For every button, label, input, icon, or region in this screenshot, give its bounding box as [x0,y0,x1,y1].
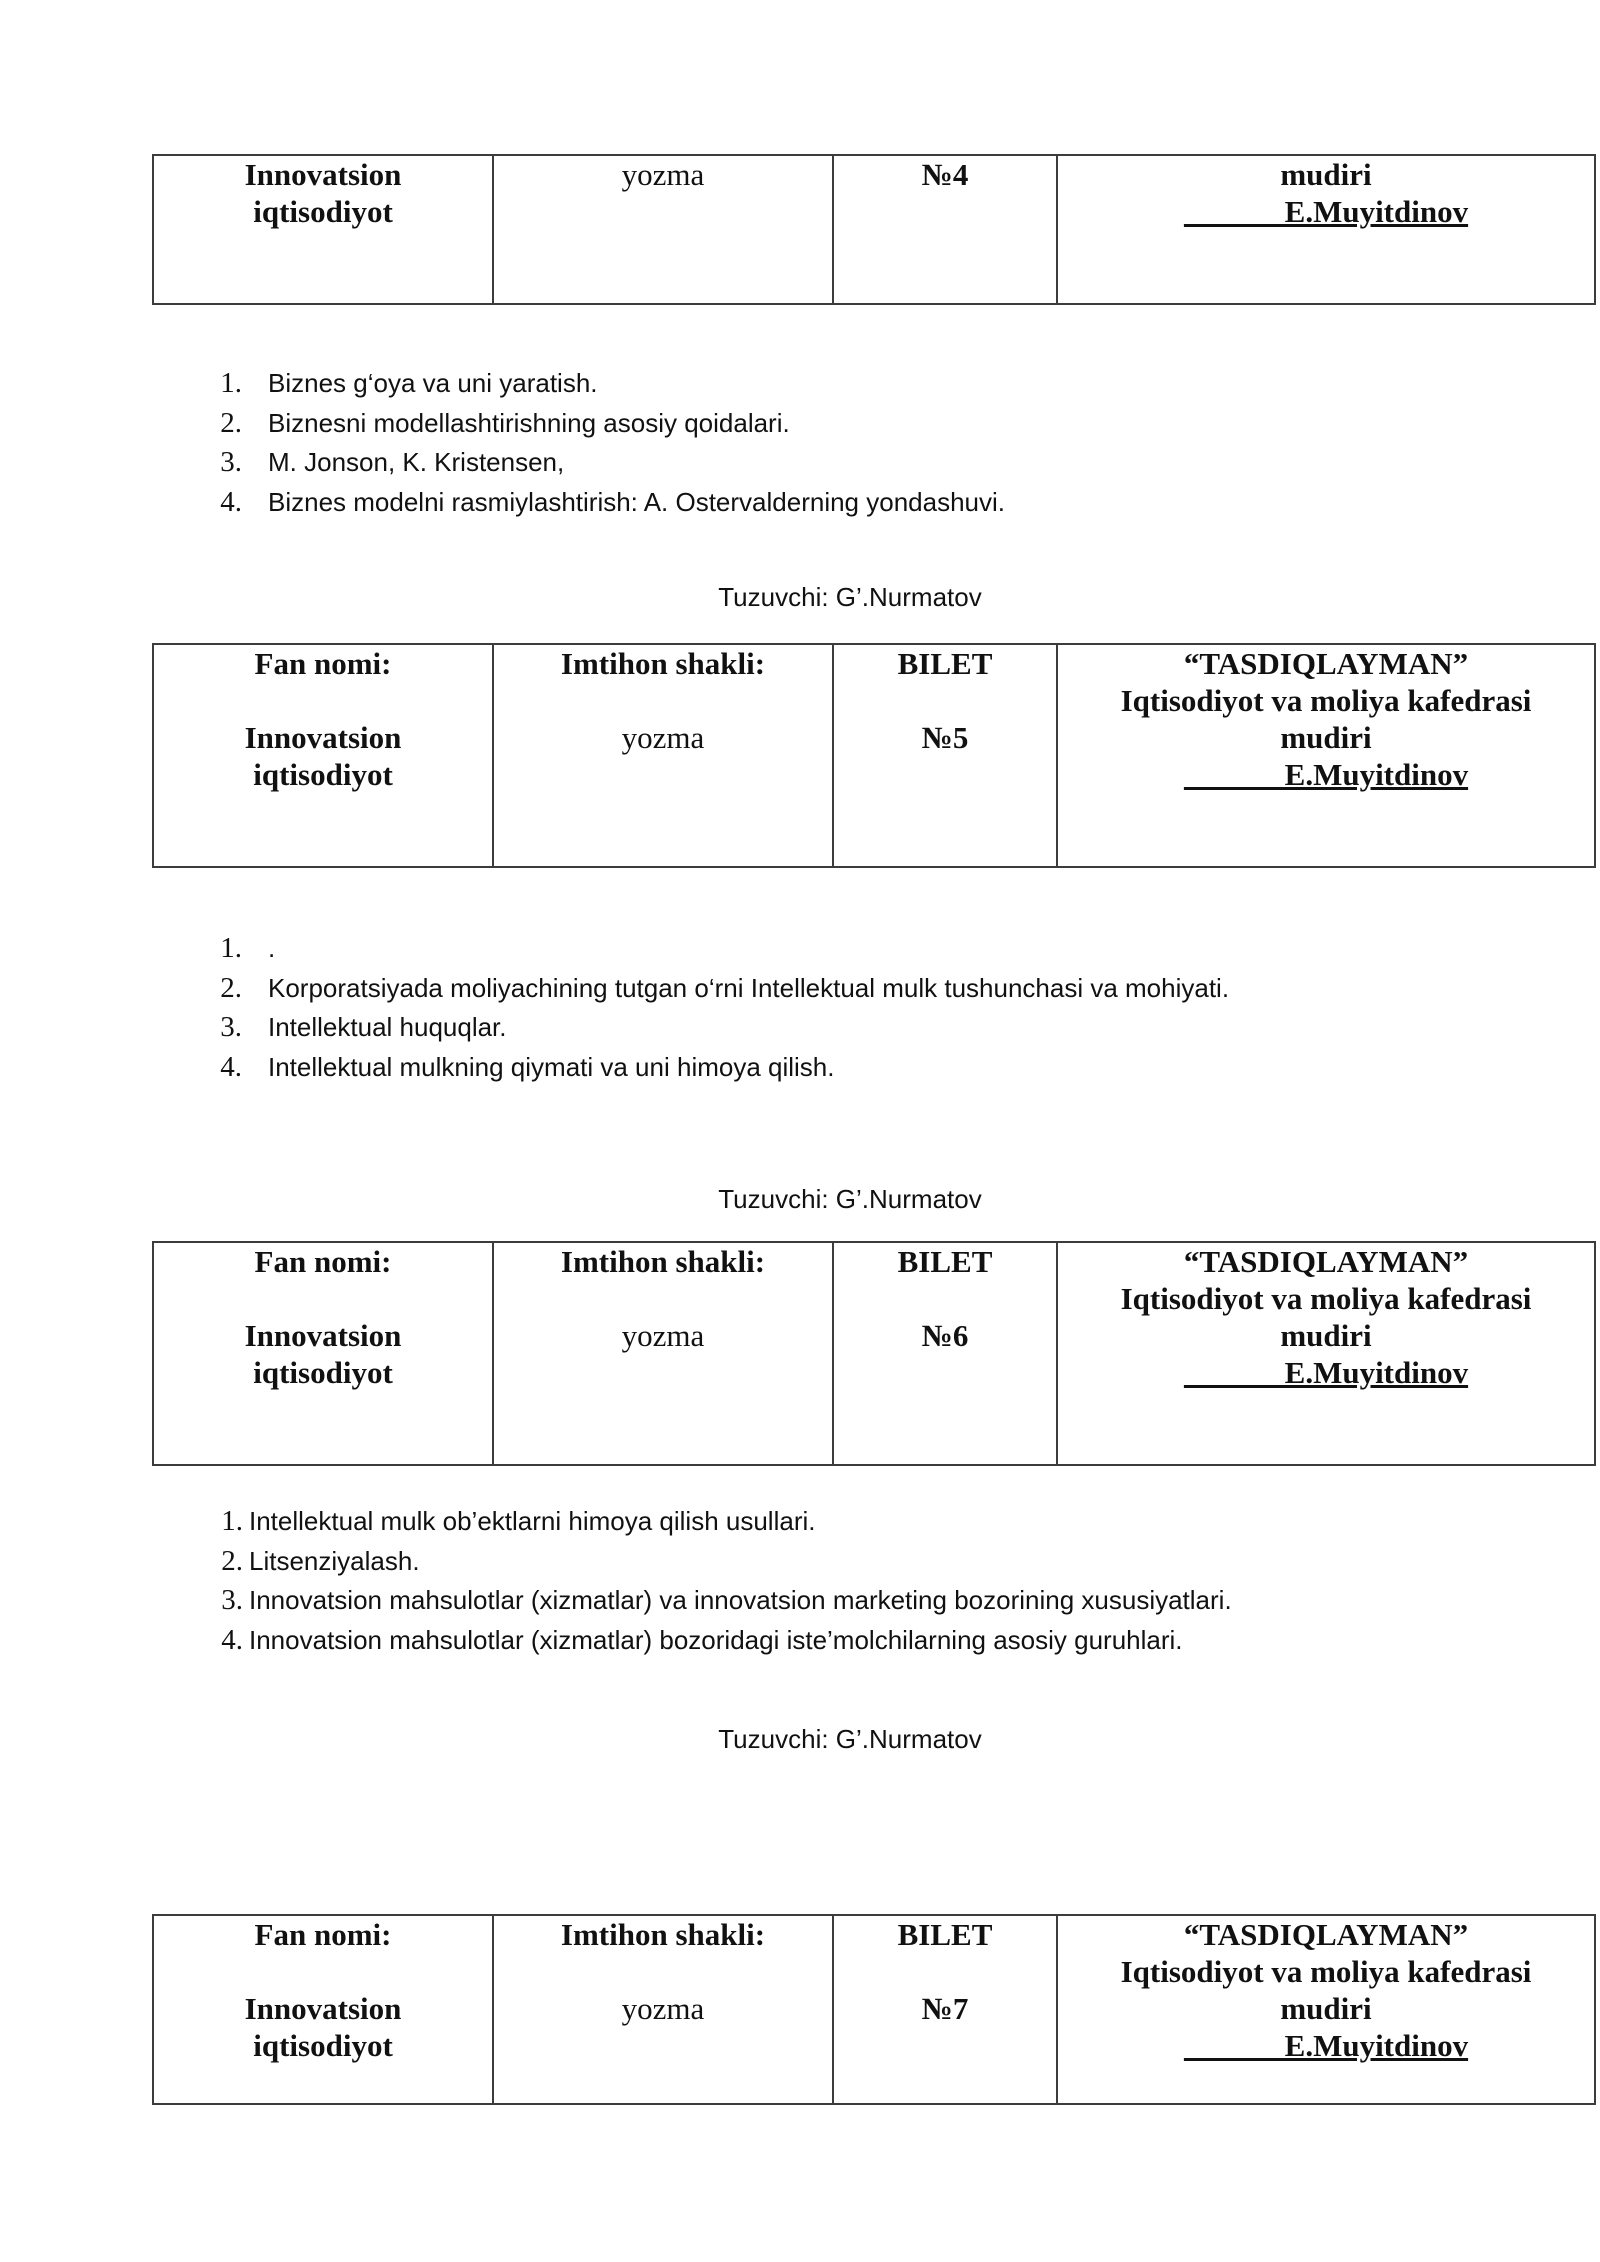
question-number: 4. [221,1623,243,1656]
ticket-number-cell [833,1242,1057,1465]
subject-cell [153,1242,493,1465]
question-item [220,1008,1229,1048]
subject-line-1: Innovatsion [244,1318,402,1353]
approval-signature: E.Muyitdinov [1183,194,1469,229]
question-text: Innovatsion mahsulotlar (xizmatlar) va innovatsion marketing bozorining xususiyatlari. [249,1585,1232,1615]
question-text: Korporatsiyada moliyachining tutgan o‘rni Intellektual mulk tushunchasi va mohiyati. [268,972,1230,1003]
question-text: . [268,933,276,963]
approval-title: “TASDIQLAYMAN” [1183,1917,1469,1952]
question-text: M. Jonson, K. Kristensen, [268,447,565,477]
exam-form-cell [493,1242,833,1465]
subject-line-1: Innovatsion [244,720,402,755]
subject-cell [153,644,493,867]
approval-signature: E.Muyitdinov [1183,1355,1469,1390]
question-text: Intellektual huquqlar. [268,1012,507,1042]
ticket-6-questions [221,1502,1232,1660]
question-item [220,1048,1229,1088]
question-number: 2. [220,406,242,439]
question-number: 3. [221,1584,243,1616]
question-number: 4. [220,485,242,518]
exam-form-label: Imtihon shakli: [560,1917,766,1952]
ticket-7-header-table [152,1914,1596,2105]
exam-form-cell [493,1915,833,2104]
question-number: 1. [220,932,242,964]
question-number: 3. [220,1011,242,1043]
question-item [220,443,1005,483]
ticket-label: BILET [897,1917,993,1952]
ticket-number-cell [833,1915,1057,2104]
exam-form-value: yozma [621,720,705,755]
approval-role: mudiri [1280,720,1372,755]
ticket-number-cell [833,644,1057,867]
question-item [221,1542,1232,1582]
exam-form-value: yozma [621,1318,705,1353]
question-item [220,364,1005,404]
question-item [220,483,1006,523]
approval-cell [1057,1242,1595,1465]
question-number: 3. [220,446,242,478]
question-text: Biznesni modellashtirishning asosiy qoidalari. [268,407,790,438]
approval-title: “TASDIQLAYMAN” [1183,646,1469,681]
author-line: Tuzuvchi: G’.Nurmatov [718,1724,982,1754]
subject-line-1: Innovatsion [244,157,402,192]
ticket-number: №5 [921,720,969,755]
subject-label: Fan nomi: [254,1244,392,1279]
question-item [220,929,1229,969]
approval-role: mudiri [1280,1318,1372,1353]
question-item [220,969,1230,1009]
subject-label: Fan nomi: [254,646,392,681]
ticket-number: №4 [921,157,969,192]
question-text: Innovatsion mahsulotlar (xizmatlar) bozoridagi iste’molchilarning asosiy guruhlari. [249,1624,1183,1655]
subject-line-2: iqtisodiyot [253,757,393,792]
approval-role: mudiri [1280,1991,1372,2026]
subject-line-1: Innovatsion [244,1991,402,2026]
subject-line-2: iqtisodiyot [253,194,393,229]
question-number: 2. [220,971,242,1004]
approval-department: Iqtisodiyot va moliya kafedrasi [1120,1954,1532,1989]
ticket-number: №6 [921,1318,969,1353]
approval-title: “TASDIQLAYMAN” [1183,1244,1469,1279]
approval-role: mudiri [1280,157,1372,192]
question-number: 1. [220,367,242,399]
ticket-4-header-table [152,154,1596,305]
ticket-4-questions [220,364,1006,522]
question-number: 4. [220,1050,242,1083]
exam-form-cell [493,155,833,304]
ticket-number: №7 [921,1991,969,2026]
subject-line-2: iqtisodiyot [253,1355,393,1390]
approval-cell [1057,1915,1595,2104]
question-number: 1. [221,1505,243,1537]
exam-form-cell [493,644,833,867]
question-item [220,404,1005,444]
subject-label: Fan nomi: [254,1917,392,1952]
subject-line-2: iqtisodiyot [253,2028,393,2063]
ticket-5-header-table [152,643,1596,868]
exam-form-value: yozma [621,1991,705,2026]
approval-department: Iqtisodiyot va moliya kafedrasi [1120,683,1532,718]
approval-cell [1057,644,1595,867]
approval-department: Iqtisodiyot va moliya kafedrasi [1120,1281,1532,1316]
question-text: Intellektual mulk ob’ektlarni himoya qilish usullari. [249,1506,816,1536]
ticket-5-questions [220,929,1230,1087]
ticket-label: BILET [897,646,993,681]
question-text: Litsenziyalash. [249,1545,420,1576]
author-line: Tuzuvchi: G’.Nurmatov [718,582,982,612]
question-item [221,1502,1232,1542]
ticket-6-header-table [152,1241,1596,1466]
author-line: Tuzuvchi: G’.Nurmatov [718,1184,982,1214]
question-text: Intellektual mulkning qiymati va uni himoya qilish. [268,1051,835,1082]
subject-cell [153,1915,493,2104]
subject-cell [153,155,493,304]
question-item [221,1621,1232,1661]
question-text: Biznes modelni rasmiylashtirish: A. Ostervalderning yondashuvi. [268,486,1006,517]
question-text: Biznes g‘oya va uni yaratish. [268,368,598,398]
approval-cell [1057,155,1595,304]
ticket-label: BILET [897,1244,993,1279]
ticket-number-cell [833,155,1057,304]
approval-signature: E.Muyitdinov [1183,757,1469,792]
question-item [221,1581,1232,1621]
exam-form-value: yozma [621,157,705,192]
approval-signature: E.Muyitdinov [1183,2028,1469,2063]
exam-form-label: Imtihon shakli: [560,1244,766,1279]
question-number: 2. [221,1544,243,1577]
exam-form-label: Imtihon shakli: [560,646,766,681]
